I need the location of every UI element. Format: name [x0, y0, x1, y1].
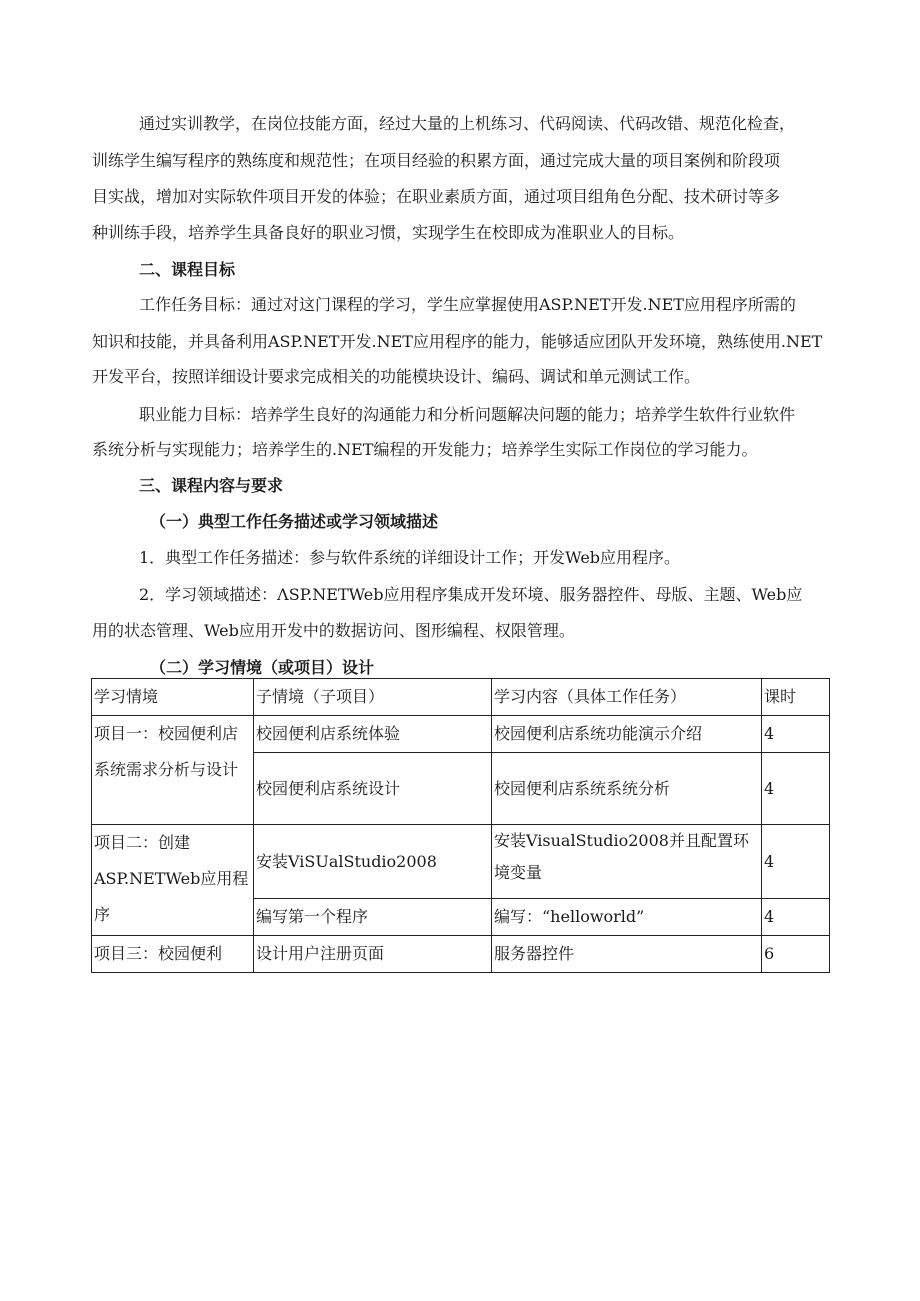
table-row — [92, 936, 830, 973]
learning-situation-table — [91, 678, 830, 973]
intro-line-2: 训练学生编写程序的熟练度和规范性；在项目经验的积累方面，通过完成大量的项目案例和阶段项 — [92, 151, 781, 170]
content-cell: 编写：“helloworld” — [492, 899, 762, 936]
content-cell: 服务器控件 — [492, 936, 762, 973]
sub-situation-cell: 设计用户注册页面 — [254, 936, 492, 973]
goal1-line-2: 知识和技能，并具备利用ASP.NET开发.NET应用程序的能力，能够适应团队开发环境，熟练使用.NET — [92, 332, 823, 351]
hours-cell: 4 — [762, 899, 830, 936]
project-cell: 项目二：创建ASP.NETWeb应用程序 — [92, 825, 254, 936]
table-row — [92, 716, 830, 753]
sub-situation-cell: 校园便利店系统设计 — [254, 753, 492, 825]
header-cell: 课时 — [762, 679, 830, 716]
subsection-1-title: （一）典型工作任务描述或学习领域描述 — [150, 512, 439, 531]
intro-line-3: 目实战，增加对实际软件项目开发的体验；在职业素质方面，通过项目组角色分配、技术研讨等多 — [92, 187, 781, 206]
hours-cell: 4 — [762, 716, 830, 753]
table-header-row — [92, 679, 830, 716]
header-cell: 子情境（子项目） — [254, 679, 492, 716]
header-cell: 学习内容（具体工作任务） — [492, 679, 762, 716]
content-cell: 校园便利店系统系统分析 — [492, 753, 762, 825]
hours-cell: 4 — [762, 825, 830, 899]
sub-situation-cell: 编写第一个程序 — [254, 899, 492, 936]
table-row — [92, 825, 830, 899]
content-cell: 校园便利店系统功能演示介绍 — [492, 716, 762, 753]
goal2-line-2: 系统分析与实现能力；培养学生的.NET编程的开发能力；培养学生实际工作岗位的学习能力。 — [92, 440, 758, 459]
section-2-title: 二、课程目标 — [139, 260, 236, 279]
project-cell: 项目一：校园便利店系统需求分析与设计 — [92, 716, 254, 825]
section-3-title: 三、课程内容与要求 — [139, 476, 284, 495]
intro-line-1: 通过实训教学，在岗位技能方面，经过大量的上机练习、代码阅读、代码改错、规范化检查， — [139, 114, 796, 133]
sub-situation-cell: 安装ViSUalStudio2008 — [254, 825, 492, 899]
header-cell: 学习情境 — [92, 679, 254, 716]
hours-cell: 4 — [762, 753, 830, 825]
project-cell: 项目三：校园便利 — [92, 936, 254, 973]
item-2-line-2: 用的状态管理、Web应用开发中的数据访问、图形编程、权限管理。 — [92, 621, 575, 640]
content-cell: 安装VisualStudio2008并且配置环境变量 — [492, 825, 762, 899]
item-1-text: 1．典型工作任务描述：参与软件系统的详细设计工作；开发Web应用程序。 — [139, 548, 681, 567]
sub-situation-cell: 校园便利店系统体验 — [254, 716, 492, 753]
goal2-line-1: 职业能力目标：培养学生良好的沟通能力和分析问题解决问题的能力；培养学生软件行业软件 — [139, 405, 796, 424]
goal1-line-3: 开发平台，按照详细设计要求完成相关的功能模块设计、编码、调试和单元测试工作。 — [92, 367, 701, 386]
goal1-line-1: 工作任务目标：通过对这门课程的学习，学生应掌握使用ASP.NET开发.NET应用程序所需的 — [139, 295, 796, 314]
intro-line-4: 种训练手段，培养学生具备良好的职业习惯，实现学生在校即成为准职业人的目标。 — [92, 223, 685, 242]
subsection-2-title: （二）学习情境（或项目）设计 — [150, 658, 375, 677]
hours-cell: 6 — [762, 936, 830, 973]
item-2-line-1: 2．学习领域描述：ΛSP.NETWeb应用程序集成开发环境、服务器控件、母版、主题、Web应 — [139, 585, 803, 604]
